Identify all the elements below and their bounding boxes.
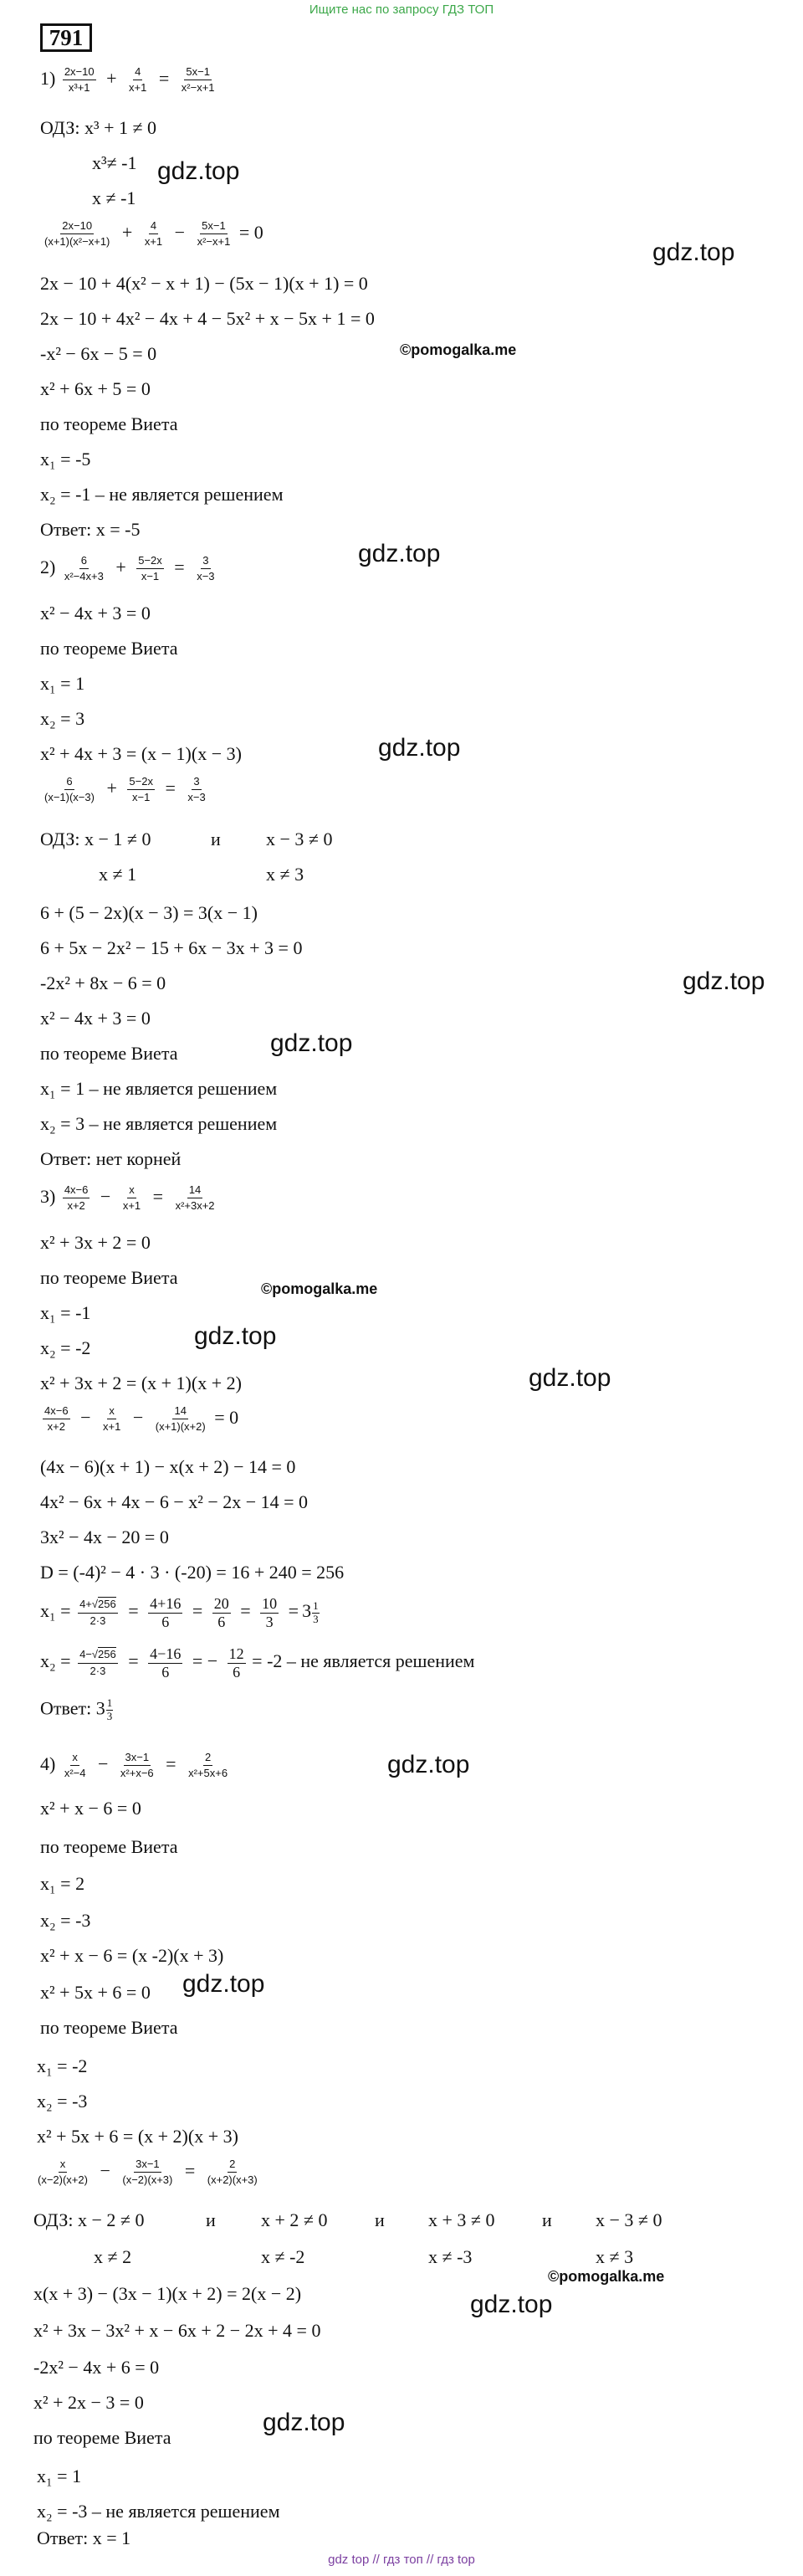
p4-vieta: по теореме Виета [40,1836,178,1857]
p4-root: x₂ = -3 [37,2091,88,2112]
p4-line: x² + 5x + 6 = (x + 2)(x + 3) [37,2126,238,2147]
p3-line: (4x − 6)(x + 1) − x(x + 2) − 14 = 0 [40,1456,296,1477]
p1-root: x₁ = -5 [40,449,91,470]
p3-x1-calc: x₁ = $\frac{4+√256}{2\cdot 3}$ = $\frac{4+16}{6}$ = $\frac{20}{6}$ = $\frac{10}{3}$ = 3 $\frac{1}{3}$ [40,1595,319,1630]
p3-line: 4x² − 6x + 4x − 6 − x² − 2x − 14 = 0 [40,1491,309,1512]
p4-line: x² + x − 6 = 0 [40,1798,141,1819]
p3-line: x² + 3x + 2 = 0 [40,1232,151,1253]
gdz-watermark: gdz.top [470,2291,553,2318]
task-number: 791 [40,23,92,52]
p4-line: x² + 3x − 3x² + x − 6x + 2 − 2x + 4 = 0 [33,2320,321,2341]
p1-root: x₂ = -1 – не является решением [40,484,284,505]
p2-odz-and: и [211,829,221,849]
p1-odz-3: x ≠ -1 [92,187,136,208]
gdz-watermark: gdz.top [378,734,461,762]
p4-root: x₁ = 2 [40,1873,85,1894]
p2-odz: x ≠ 3 [266,864,304,885]
gdz-watermark: gdz.top [182,1970,265,1998]
p4-odz-and: и [375,2209,385,2230]
p4-root: x₁ = 1 [37,2466,82,2486]
p4-vieta: по теореме Виета [33,2427,171,2448]
p2-line: 6 + (5 − 2x)(x − 3) = 3(x − 1) [40,902,258,923]
p4-odz-and: и [542,2209,552,2230]
p4-odz: x − 3 ≠ 0 [596,2209,662,2230]
p1-line: -x² − 6x − 5 = 0 [40,343,157,364]
gdz-watermark: gdz.top [529,1364,611,1392]
p4-odz: x ≠ 2 [94,2246,132,2267]
gdz-watermark: gdz.top [263,2409,345,2436]
pomogalka-watermark: ©pomogalka.me [261,1280,378,1297]
p4-odz: x ≠ -3 [428,2246,473,2267]
p1-line: 2x − 10 + 4(x² − x + 1) − (5x − 1)(x + 1) = 0 [40,273,368,294]
p4-root: x₂ = -3 [40,1910,91,1931]
p4-line: x² + 5x + 6 = 0 [40,1982,151,2003]
p4-line: x(x + 3) − (3x − 1)(x + 2) = 2(x − 2) [33,2283,302,2304]
p1-equation: 1) $\frac{2x-10}{\text{x³+1}}$ + $\frac{4}{x+1}$ = $\frac{5x-1}{\text{x²−x+1}}$ [40,65,215,95]
p4-merged-equation: $\frac{x}{(x-2)(x+2)}$ − $\frac{3x-1}{(x-2)(x+3)}$ = $\frac{2}{(x+2)(x+3)}$ [38,2158,258,2187]
p3-line: x² + 3x + 2 = (x + 1)(x + 2) [40,1373,242,1393]
p1-line: 2x − 10 + 4x² − 4x + 4 − 5x² + x − 5x + 1 = 0 [40,308,375,329]
p4-line: x² + x − 6 = (x -2)(x + 3) [40,1945,224,1966]
p3-x2-calc: x₂ = $\frac{4-√256}{2\cdot 3}$ = $\frac{4-16}{6}$ = − $\frac{12}{6}$ = -2 – не является решением [40,1645,475,1681]
footer-links[interactable]: gdz top // гдз топ // гдз top [328,2553,475,2567]
gdz-watermark: gdz.top [194,1322,277,1350]
p4-equation: 4) $\frac{x}{\text{x²−4}}$ − $\frac{3x-1}{\text{x²+x−6}}$ = $\frac{2}{\text{x²+5x+6}}$ [40,1751,228,1780]
gdz-watermark: gdz.top [157,157,240,185]
gdz-watermark: gdz.top [358,540,441,567]
pomogalka-watermark: ©pomogalka.me [400,341,517,358]
p4-line: x² + 2x − 3 = 0 [33,2392,144,2413]
p4-odz: ОДЗ: x − 2 ≠ 0 [33,2209,145,2230]
p1-odz: ОДЗ: x³ + 1 ≠ 0 [40,117,157,138]
p2-line: 6 + 5x − 2x² − 15 + 6x − 3x + 3 = 0 [40,937,303,958]
p2-equation: 2) $\frac{6}{\text{x²−4x+3}}$ + $\frac{5-2x}{x-1}$ = $\frac{3}{x-3}$ [40,554,215,583]
p2-line: -2x² + 8x − 6 = 0 [40,972,166,993]
p2-root: x₂ = 3 [40,708,85,729]
p2-vieta: по теореме Виета [40,1043,178,1064]
p2-odz: x ≠ 1 [99,864,137,885]
p4-odz: x + 3 ≠ 0 [428,2209,495,2230]
gdz-watermark: gdz.top [387,1751,470,1778]
p3-root: x₁ = -1 [40,1302,91,1323]
p3-equation: 3) $\frac{4x-6}{x+2}$ − $\frac{x}{x+1}$ = $\frac{14}{\text{x²+3x+2}}$ [40,1183,215,1213]
p2-line: x² + 4x + 3 = (x − 1)(x − 3) [40,743,242,764]
p3-discriminant: D = (-4)² − 4 · 3 · (-20) = 16 + 240 = 256 [40,1562,345,1583]
p1-line: x² + 6x + 5 = 0 [40,378,151,399]
p3-vieta: по теореме Виета [40,1267,178,1288]
top-banner[interactable]: Ищите нас по запросу ГДЗ ТОП [309,3,494,17]
p2-odz: ОДЗ: x − 1 ≠ 0 [40,829,151,849]
p2-merged-equation: $\frac{6}{(x-1)(x-3)}$ + $\frac{5-2x}{x-1}$ = $\frac{3}{x-3}$ [44,775,206,804]
p2-vieta: по теореме Виета [40,638,178,659]
p4-odz: x ≠ 3 [596,2246,634,2267]
p2-line: x² − 4x + 3 = 0 [40,603,151,623]
p1-answer: Ответ: x = -5 [40,519,141,540]
p4-line: -2x² − 4x + 6 = 0 [33,2357,160,2378]
p2-root: x₂ = 3 – не является решением [40,1113,278,1134]
p4-odz: x ≠ -2 [261,2246,305,2267]
p4-root: x₂ = -3 – не является решением [37,2501,280,2522]
p2-root: x₁ = 1 – не является решением [40,1078,278,1099]
p1-odz-2: x³≠ -1 [92,152,137,173]
p3-root: x₂ = -2 [40,1337,91,1358]
gdz-watermark: gdz.top [683,967,765,995]
p2-answer: Ответ: нет корней [40,1148,182,1169]
p4-odz-and: и [206,2209,216,2230]
p4-root: x₁ = -2 [37,2055,88,2076]
p4-odz: x + 2 ≠ 0 [261,2209,328,2230]
gdz-watermark: gdz.top [270,1029,353,1057]
p3-answer: Ответ: 3 $\frac{1}{3}$ [40,1696,113,1722]
p3-merged-equation: $\frac{4x-6}{x+2}$ − $\frac{x}{x+1}$ − $\frac{14}{(x+1)(x+2)}$ = 0 [44,1404,239,1434]
p4-vieta: по теореме Виета [40,2017,178,2038]
p1-vieta: по теореме Виета [40,413,178,434]
p3-line: 3x² − 4x − 20 = 0 [40,1527,169,1547]
p1-merged-equation: $\frac{2x-10}{\text{(x+1)(x²−x+1)}}$ + $\frac{4}{x+1}$ − $\frac{5x-1}{\text{x²−x+1}}$ = 0 [44,219,263,249]
p2-root: x₁ = 1 [40,673,85,694]
gdz-watermark: gdz.top [652,239,735,266]
p2-line: x² − 4x + 3 = 0 [40,1008,151,1029]
p2-odz: x − 3 ≠ 0 [266,829,333,849]
pomogalka-watermark: ©pomogalka.me [548,2268,665,2285]
p4-answer: Ответ: x = 1 [37,2527,131,2548]
